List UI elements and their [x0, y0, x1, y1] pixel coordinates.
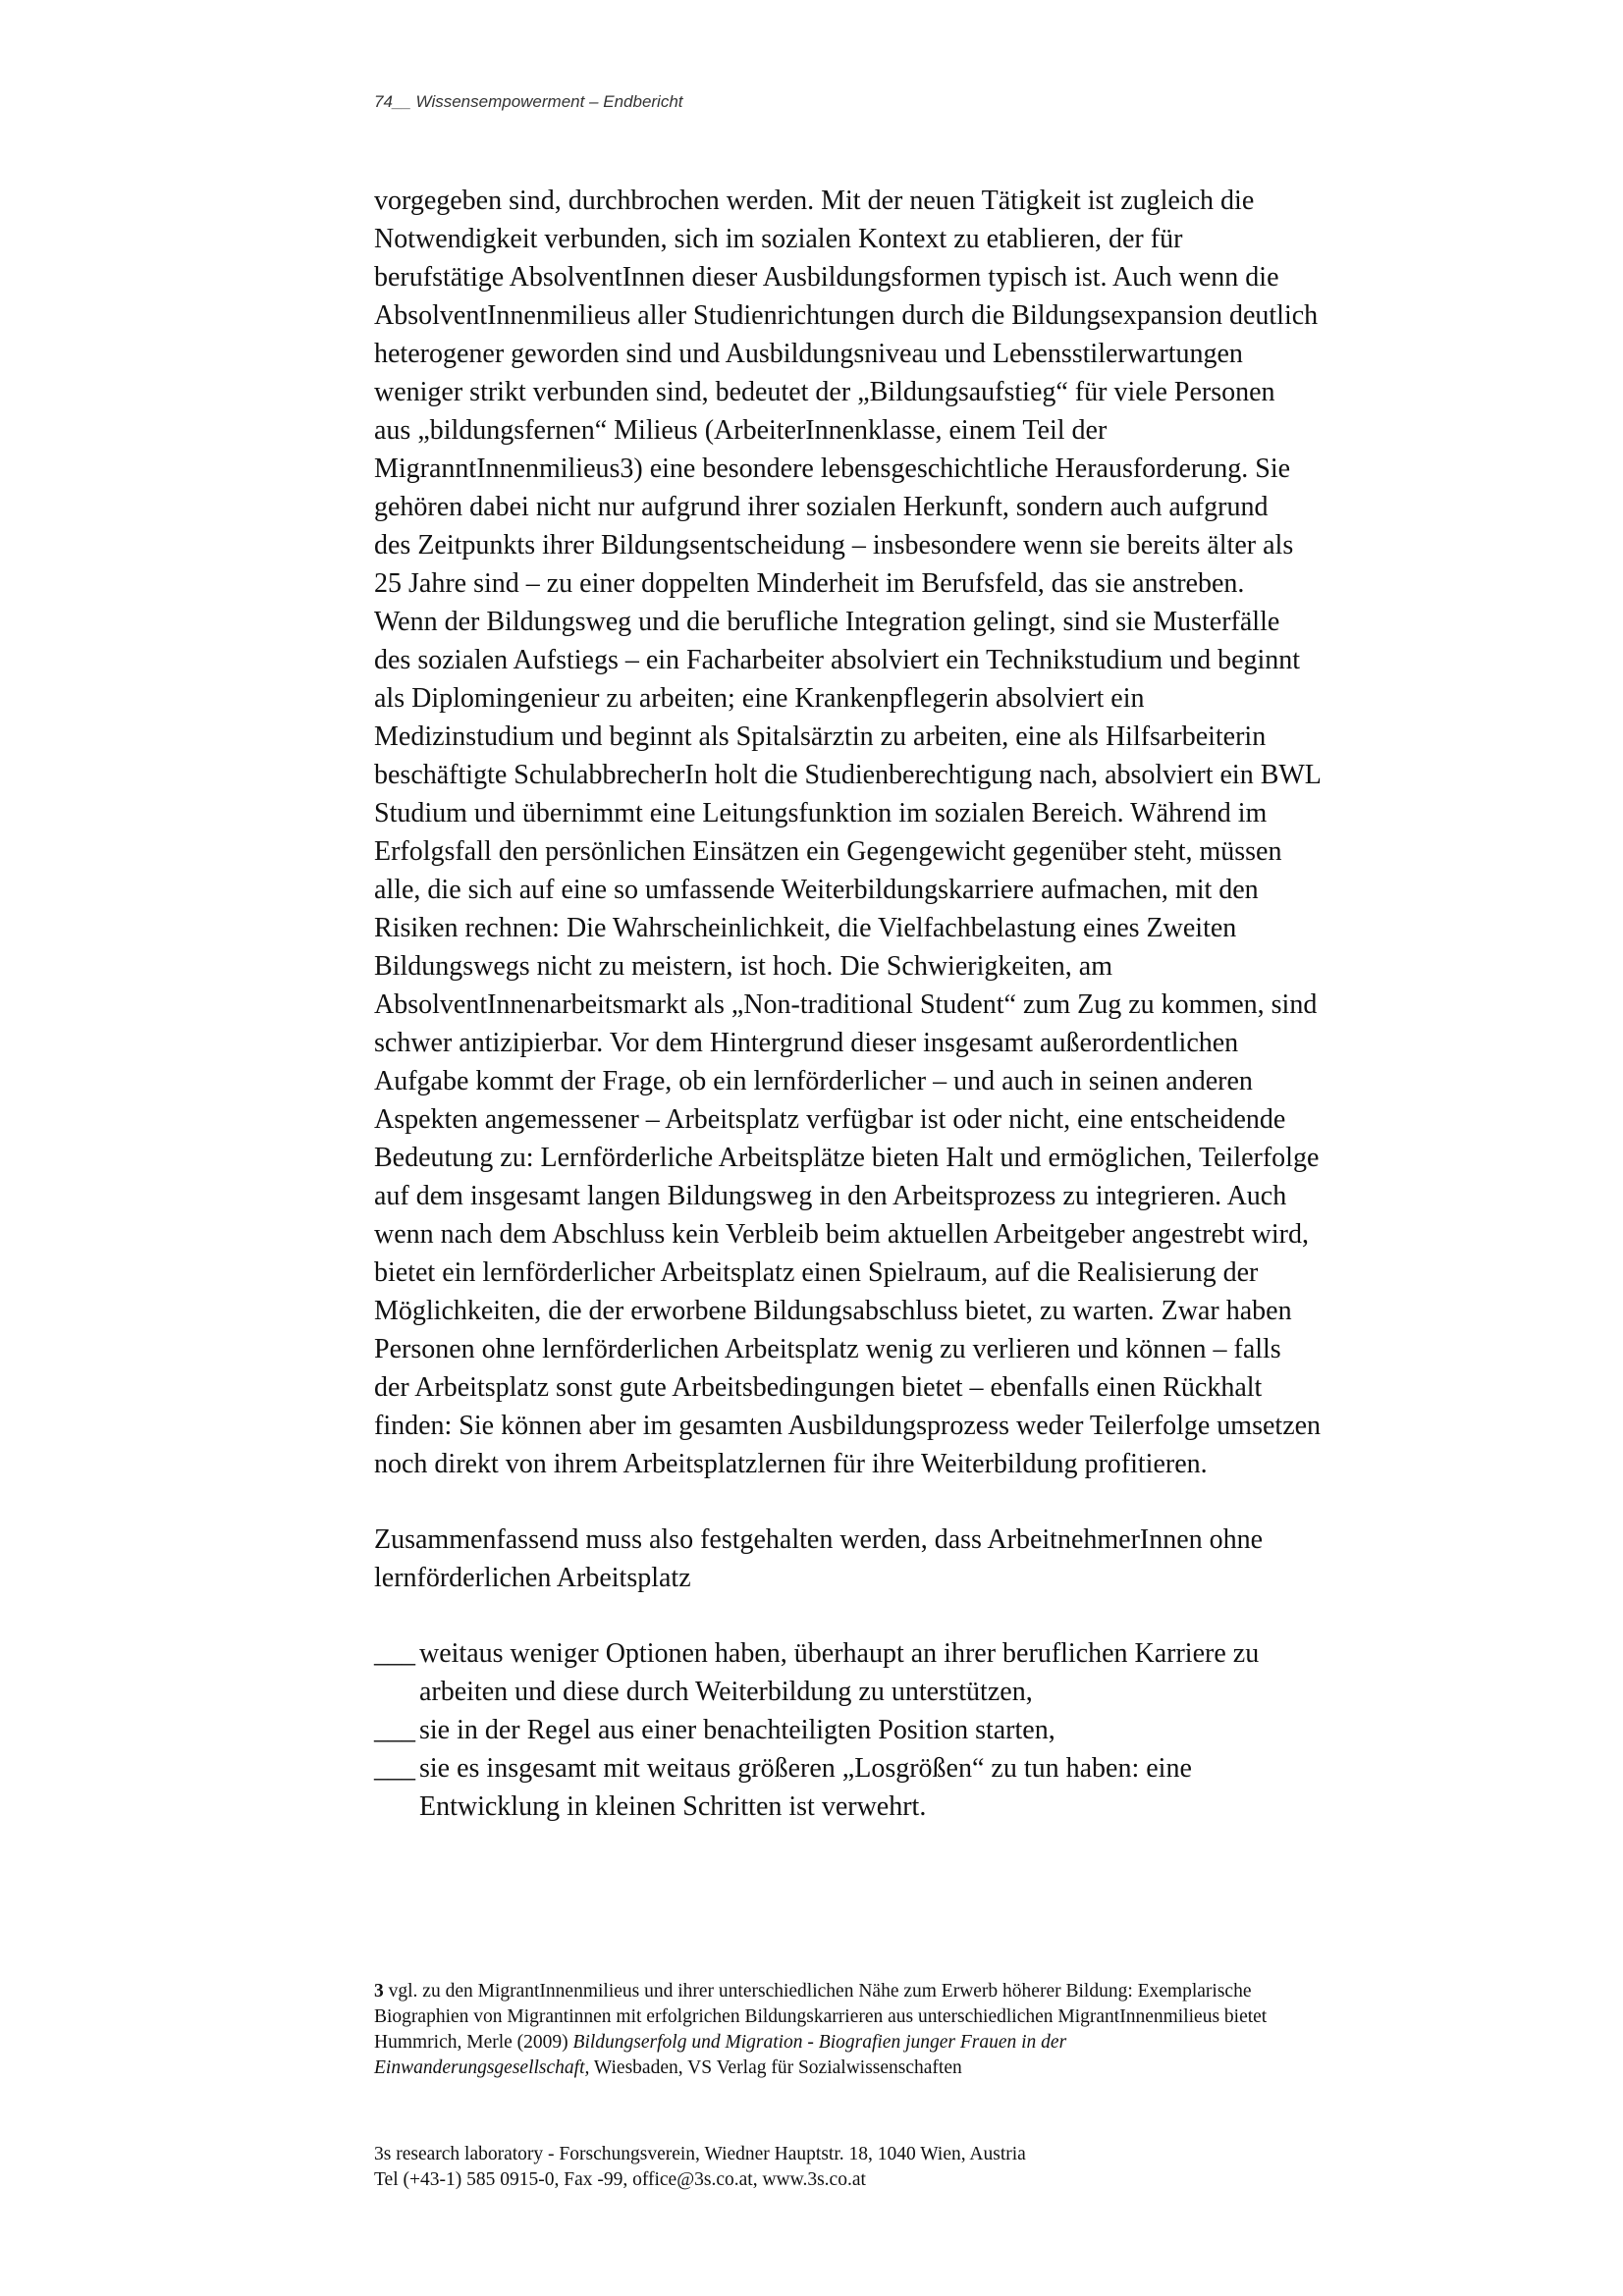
bullet-marker: ___: [374, 1715, 415, 1745]
text-line: wenn nach dem Abschluss kein Verbleib beim aktuellen Arbeitgeber angestrebt wird,: [374, 1219, 1309, 1250]
text-line: auf dem insgesamt langen Bildungsweg in den Arbeitsprozess zu integrieren. Auch: [374, 1181, 1287, 1211]
text-line: schwer antizipierbar. Vor dem Hintergrund dieser insgesamt außerordentlichen: [374, 1028, 1239, 1058]
text-line: noch direkt von ihrem Arbeitsplatzlernen für ihre Weiterbildung profitieren.: [374, 1449, 1208, 1479]
text-line: 25 Jahre sind – zu einer doppelten Minderheit im Berufsfeld, das sie anstreben.: [374, 568, 1245, 599]
text-line: finden: Sie können aber im gesamten Ausbildungsprozess weder Teilerfolge umsetzen: [374, 1411, 1322, 1441]
bullet-item: [374, 1749, 1434, 1826]
text-line: weniger strikt verbunden sind, bedeutet der „Bildungsaufstieg“ für viele Personen: [374, 377, 1275, 407]
running-header: 74__ Wissensempowerment – Endbericht: [374, 92, 683, 111]
text-line: berufstätige AbsolventInnen dieser Ausbildungsformen typisch ist. Auch wenn die: [374, 262, 1279, 293]
text-line: Medizinstudium und beginnt als Spitalsärztin zu arbeiten, eine als Hilfsarbeiterin: [374, 721, 1267, 752]
bullet-list: [374, 1634, 1434, 1826]
text-line: alle, die sich auf eine so umfassende Weiterbildungskarriere aufmachen, mit den: [374, 875, 1259, 905]
footnote-line-3-prefix: Hummrich, Merle (2009): [374, 2032, 573, 2053]
bullet-item: [374, 1634, 1434, 1711]
footnote-number: 3: [374, 1981, 384, 2002]
text-line: bietet ein lernförderlicher Arbeitsplatz einen Spielraum, auf die Realisierung der: [374, 1257, 1259, 1288]
text-line: Zusammenfassend muss also festgehalten werden, dass ArbeitnehmerInnen ohne: [374, 1524, 1264, 1555]
text-line: Studium und übernimmt eine Leitungsfunktion im sozialen Bereich. Während im: [374, 798, 1268, 828]
footnote-line-2: Biographien von Migrantinnen mit erfolgrichen Bildungskarrieren aus unterschiedlichen MigrantInnenmilieus bietet: [374, 2006, 1268, 2027]
text-line: Notwendigkeit verbunden, sich im sozialen Kontext zu etablieren, der für: [374, 224, 1183, 254]
text-line: Risiken rechnen: Die Wahrscheinlichkeit, die Vielfachbelastung eines Zweiten: [374, 913, 1237, 943]
text-line: Wenn der Bildungsweg und die berufliche Integration gelingt, sind sie Musterfälle: [374, 607, 1280, 637]
page-footer: [374, 2142, 1026, 2193]
text-line: AbsolventInnenmilieus aller Studienrichtungen durch die Bildungsexpansion deutlich: [374, 300, 1319, 331]
text-line: aus „bildungsfernen“ Milieus (ArbeiterInnenklasse, einem Teil der: [374, 415, 1108, 446]
footnote-line-1: vgl. zu den MigrantInnenmilieus und ihrer unterschiedlichen Nähe zum Erwerb höherer Bildung: Exemplarische: [388, 1981, 1252, 2002]
text-line: AbsolventInnenarbeitsmarkt als „Non-traditional Student“ zum Zug zu kommen, sind: [374, 989, 1318, 1020]
text-line: Erfolgsfall den persönlichen Einsätzen ein Gegengewicht gegenüber steht, müssen: [374, 836, 1282, 867]
text-line: als Diplomingenieur zu arbeiten; eine Krankenpflegerin absolviert ein: [374, 683, 1145, 714]
text-line: Personen ohne lernförderlichen Arbeitsplatz wenig zu verlieren und können – falls: [374, 1334, 1281, 1364]
text-line: beschäftigte SchulabbrecherIn holt die Studienberechtigung nach, absolviert ein BWL: [374, 760, 1322, 790]
bullet-marker: ___: [374, 1753, 415, 1784]
main-text: [374, 182, 1434, 1826]
footnote: [374, 1979, 1444, 2081]
text-line: vorgegeben sind, durchbrochen werden. Mit der neuen Tätigkeit ist zugleich die: [374, 186, 1255, 216]
footer-contact: Tel (+43-1) 585 0915-0, Fax -99, office@3s.co.at, www.3s.co.at: [374, 2169, 866, 2190]
bullet-text-line: Entwicklung in kleinen Schritten ist verwehrt.: [419, 1791, 927, 1822]
text-line: lernförderlichen Arbeitsplatz: [374, 1563, 691, 1593]
footer-address: 3s research laboratory - Forschungsverein, Wiedner Hauptstr. 18, 1040 Wien, Austria: [374, 2144, 1026, 2164]
bullet-item: [374, 1711, 1434, 1749]
bullet-marker: ___: [374, 1638, 415, 1669]
bullet-text-line: sie in der Regel aus einer benachteiligten Position starten,: [419, 1715, 1055, 1745]
text-line: Aufgabe kommt der Frage, ob ein lernförderlicher – und auch in seinen anderen: [374, 1066, 1253, 1096]
text-line: des Zeitpunkts ihrer Bildungsentscheidung – insbesondere wenn sie bereits älter als: [374, 530, 1294, 561]
footnote-line-4-title: Einwanderungsgesellschaft,: [374, 2057, 590, 2078]
bullet-text-line: sie es insgesamt mit weitaus größeren „Losgrößen“ zu tun haben: eine: [419, 1753, 1192, 1784]
text-line: Bildungswegs nicht zu meistern, ist hoch. Die Schwierigkeiten, am: [374, 951, 1112, 982]
text-line: Möglichkeiten, die der erworbene Bildungsabschluss bietet, zu warten. Zwar haben: [374, 1296, 1292, 1326]
text-line: MigranntInnenmilieus3) eine besondere lebensgeschichtliche Herausforderung. Sie: [374, 454, 1291, 484]
text-line: des sozialen Aufstiegs – ein Facharbeiter absolviert ein Technikstudium und beginnt: [374, 645, 1301, 675]
paragraph-1: [374, 182, 1434, 1483]
bullet-text-line: arbeiten und diese durch Weiterbildung zu unterstützen,: [419, 1677, 1033, 1707]
text-line: heterogener geworden sind und Ausbildungsniveau und Lebensstilerwartungen: [374, 339, 1243, 369]
footnote-line-4-suffix: Wiesbaden, VS Verlag für Sozialwissenschaften: [589, 2057, 962, 2078]
text-line: Aspekten angemessener – Arbeitsplatz verfügbar ist oder nicht, eine entscheidende: [374, 1104, 1286, 1135]
text-line: Bedeutung zu: Lernförderliche Arbeitsplätze bieten Halt und ermöglichen, Teilerfolge: [374, 1143, 1320, 1173]
paragraph-2: [374, 1521, 1434, 1597]
text-line: der Arbeitsplatz sonst gute Arbeitsbedingungen bietet – ebenfalls einen Rückhalt: [374, 1372, 1263, 1403]
footnote-line-3-title: Bildungserfolg und Migration - Biografien junger Frauen in der: [572, 2032, 1067, 2053]
text-line: gehören dabei nicht nur aufgrund ihrer sozialen Herkunft, sondern auch aufgrund: [374, 492, 1269, 522]
bullet-text-line: weitaus weniger Optionen haben, überhaupt an ihrer beruflichen Karriere zu: [419, 1638, 1260, 1669]
